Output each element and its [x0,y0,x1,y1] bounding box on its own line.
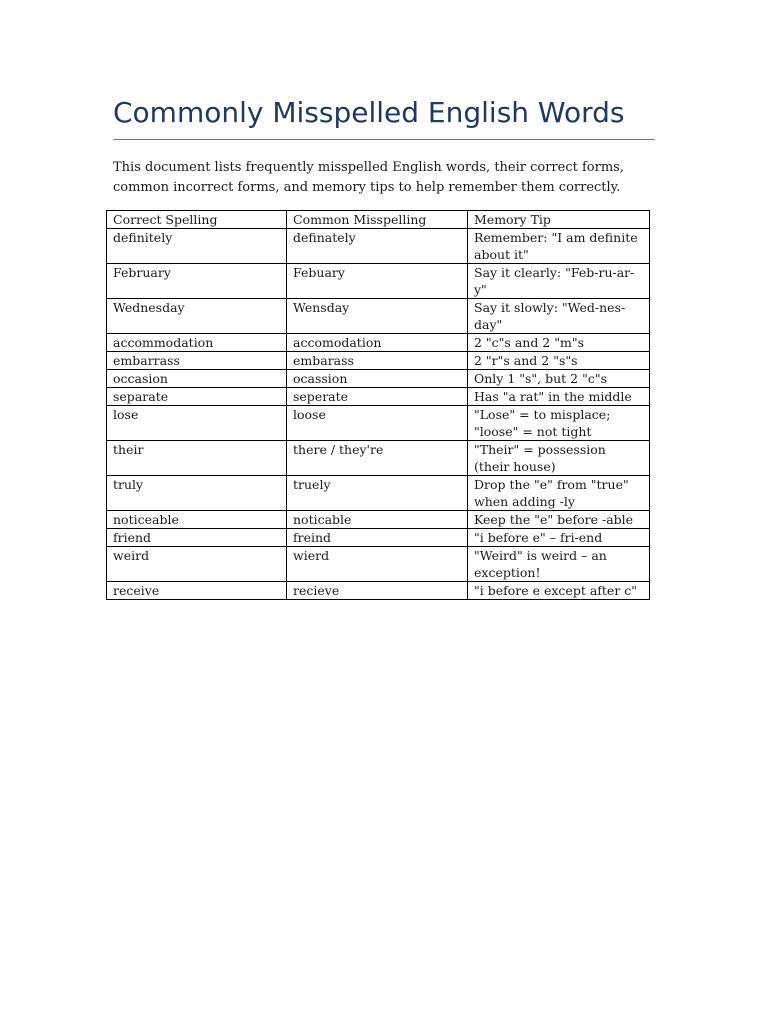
cell-common-misspelling: accomodation [287,334,468,352]
cell-correct-spelling: their [107,441,287,476]
cell-common-misspelling: loose [287,406,468,441]
cell-common-misspelling: ocassion [287,370,468,388]
cell-correct-spelling: receive [107,582,287,600]
cell-correct-spelling: embarrass [107,352,287,370]
cell-correct-spelling: definitely [107,229,287,264]
cell-memory-tip: Only 1 "s", but 2 "c"s [468,370,650,388]
table-header-row [107,211,650,229]
cell-correct-spelling: occasion [107,370,287,388]
cell-common-misspelling: truely [287,476,468,511]
cell-correct-spelling: Wednesday [107,299,287,334]
cell-correct-spelling: February [107,264,287,299]
misspelled-words-table [106,210,650,600]
header-memory-tip: Memory Tip [468,211,650,229]
table-row [107,511,650,529]
table-row [107,334,650,352]
cell-memory-tip: Keep the "e" before -able [468,511,650,529]
cell-memory-tip: Drop the "e" from "true" when adding -ly [468,476,650,511]
cell-correct-spelling: friend [107,529,287,547]
cell-memory-tip: Say it clearly: "Feb-ru-ar-y" [468,264,650,299]
table-row [107,441,650,476]
table-row [107,352,650,370]
cell-common-misspelling: there / they're [287,441,468,476]
table-row [107,547,650,582]
table-row [107,476,650,511]
cell-correct-spelling: noticeable [107,511,287,529]
cell-correct-spelling: accommodation [107,334,287,352]
cell-common-misspelling: noticable [287,511,468,529]
cell-common-misspelling: Wensday [287,299,468,334]
table-row [107,529,650,547]
cell-memory-tip: 2 "c"s and 2 "m"s [468,334,650,352]
cell-memory-tip: Remember: "I am definite about it" [468,229,650,264]
table-row [107,299,650,334]
cell-correct-spelling: weird [107,547,287,582]
cell-correct-spelling: lose [107,406,287,441]
title-underline [113,139,655,140]
cell-correct-spelling: truly [107,476,287,511]
header-common-misspelling: Common Misspelling [287,211,468,229]
intro-paragraph: This document lists frequently misspelled English words, their correct forms, common incorrect forms, and memory tips to help remember them correctly. [113,160,624,195]
cell-memory-tip: "Their" = possession (their house) [468,441,650,476]
cell-common-misspelling: recieve [287,582,468,600]
header-correct-spelling: Correct Spelling [107,211,287,229]
cell-memory-tip: Say it slowly: "Wed-nes-day" [468,299,650,334]
cell-common-misspelling: freind [287,529,468,547]
cell-memory-tip: "i before e" – fri-end [468,529,650,547]
table-row [107,582,650,600]
cell-correct-spelling: separate [107,388,287,406]
cell-common-misspelling: seperate [287,388,468,406]
document-title: Commonly Misspelled English Words [113,96,625,129]
cell-memory-tip: "Weird" is weird – an exception! [468,547,650,582]
cell-common-misspelling: definately [287,229,468,264]
table-row [107,229,650,264]
cell-memory-tip: Has "a rat" in the middle [468,388,650,406]
table-row [107,370,650,388]
table-row [107,406,650,441]
cell-memory-tip: "i before e except after c" [468,582,650,600]
cell-common-misspelling: wierd [287,547,468,582]
table-row [107,388,650,406]
cell-memory-tip: 2 "r"s and 2 "s"s [468,352,650,370]
table-row [107,264,650,299]
cell-memory-tip: "Lose" = to misplace; "loose" = not tight [468,406,650,441]
cell-common-misspelling: embarass [287,352,468,370]
cell-common-misspelling: Febuary [287,264,468,299]
